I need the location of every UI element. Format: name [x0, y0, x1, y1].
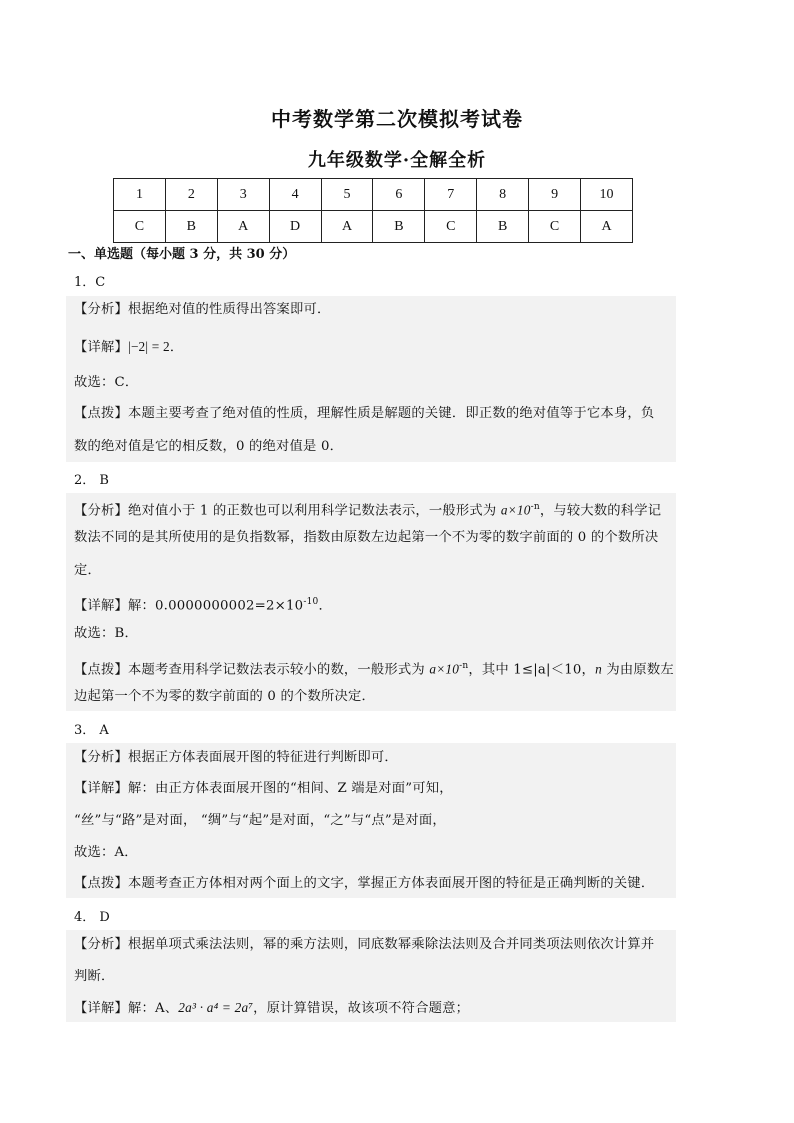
analysis-text: ，与较大数的科学记	[539, 503, 662, 519]
detail-line	[74, 592, 674, 616]
exponent-text: -n	[459, 661, 469, 671]
analysis-text: 【分析】根据单项式乘法法则，幂的乘方法则，同底数幂乘除法法则及合并同类项法则依次计算并	[74, 937, 655, 952]
answer-cell: C	[529, 211, 581, 243]
formula-text: a×10	[500, 502, 531, 518]
question-number: 1．C	[74, 275, 106, 290]
section-heading: 一、单选题（每小题 3 分，共 30 分）	[68, 247, 296, 262]
answer-cell: C	[114, 211, 166, 243]
formula-text: 2a³ · a⁴ = 2a⁷	[178, 1000, 254, 1015]
answer-cell: C	[425, 211, 477, 243]
detail-line	[74, 337, 674, 358]
comment-text: 为由原数左	[601, 662, 674, 678]
question-number: 3． A	[74, 723, 109, 738]
analysis-text: 数法不同的是其所使用的是负指数幂，指数由原数左边起第一个不为零的数字前面的 0 的个数所决	[74, 530, 659, 545]
detail-end: ．	[169, 340, 184, 355]
detail-text: 【详解】解：由正方体表面展开图的“相间、Z 端是对面”可知，	[74, 781, 453, 796]
question-number-cell: 5	[321, 179, 373, 211]
formula-text: a×10	[429, 661, 460, 677]
detail-end: ．	[318, 598, 332, 614]
question-number-cell: 3	[217, 179, 269, 211]
question-number: 4． D	[74, 910, 110, 925]
exponent-text: -10	[303, 597, 319, 607]
page-subtitle: 九年级数学·全解全析	[307, 150, 487, 171]
page-title: 中考数学第二次模拟考试卷	[271, 107, 523, 131]
comment-text: 边起第一个不为零的数字前面的 0 的个数所决定．	[74, 689, 375, 704]
answer-table	[113, 178, 633, 243]
comment-text: 【点拨】本题考查正方体相对两个面上的文字，掌握正方体表面展开图的特征是正确判断的关键．	[74, 876, 655, 891]
answer-cell: A	[581, 211, 633, 243]
question-number-cell: 8	[477, 179, 529, 211]
question-number-cell: 1	[114, 179, 166, 211]
analysis-text: 判断．	[74, 969, 115, 984]
question-number-cell: 4	[269, 179, 321, 211]
detail-text: “丝”与“路”是对面， “绸”与“起”是对面，“之”与“点”是对面，	[74, 813, 446, 828]
comment-text: 【点拨】本题主要考查了绝对值的性质，理解性质是解题的关键．即正数的绝对值等于它本身，负	[74, 406, 655, 421]
detail-tag: 【详解】	[74, 340, 128, 355]
answer-cell: A	[321, 211, 373, 243]
comment-text: ，其中 1≤|a|＜10，	[468, 662, 596, 678]
answer-cell: B	[165, 211, 217, 243]
analysis-text: 【分析】根据绝对值的性质得出答案即可．	[74, 302, 331, 317]
detail-formula: |−2| = 2	[128, 339, 170, 354]
comment-text: 【点拨】本题考查用科学记数法表示较小的数，一般形式为	[74, 662, 430, 678]
comment-text: 数的绝对值是它的相反数，0 的绝对值是 0．	[74, 439, 344, 454]
answer-cell: B	[477, 211, 529, 243]
exponent-text: -n	[530, 502, 540, 512]
question-number-cell: 6	[373, 179, 425, 211]
answer-cell: B	[373, 211, 425, 243]
analysis-text: 【分析】根据正方体表面展开图的特征进行判断即可．	[74, 750, 398, 765]
detail-text: 【详解】解：0.0000000002=2×10	[74, 598, 304, 614]
variable-text: n	[595, 661, 602, 677]
detail-text: 【详解】解：A、	[74, 1001, 179, 1016]
choose-text: 故选：B．	[74, 626, 138, 641]
analysis-line	[74, 497, 674, 521]
answer-table-answer-row	[114, 211, 633, 243]
question-number-cell: 7	[425, 179, 477, 211]
question-number-cell: 10	[581, 179, 633, 211]
question-number-cell: 9	[529, 179, 581, 211]
question-number: 2． B	[74, 473, 109, 488]
analysis-text: 【分析】绝对值小于 1 的正数也可以利用科学记数法表示，一般形式为	[74, 503, 501, 519]
analysis-text: 定．	[74, 563, 101, 578]
answer-table-number-row	[114, 179, 633, 211]
detail-text: ，原计算错误，故该项不符合题意；	[253, 1001, 470, 1016]
detail-line	[74, 998, 674, 1019]
choose-text: 故选：A．	[74, 845, 138, 860]
answer-cell: D	[269, 211, 321, 243]
answer-cell: A	[217, 211, 269, 243]
question-number-cell: 2	[165, 179, 217, 211]
choose-text: 故选：C．	[74, 375, 139, 390]
comment-line	[74, 656, 674, 680]
